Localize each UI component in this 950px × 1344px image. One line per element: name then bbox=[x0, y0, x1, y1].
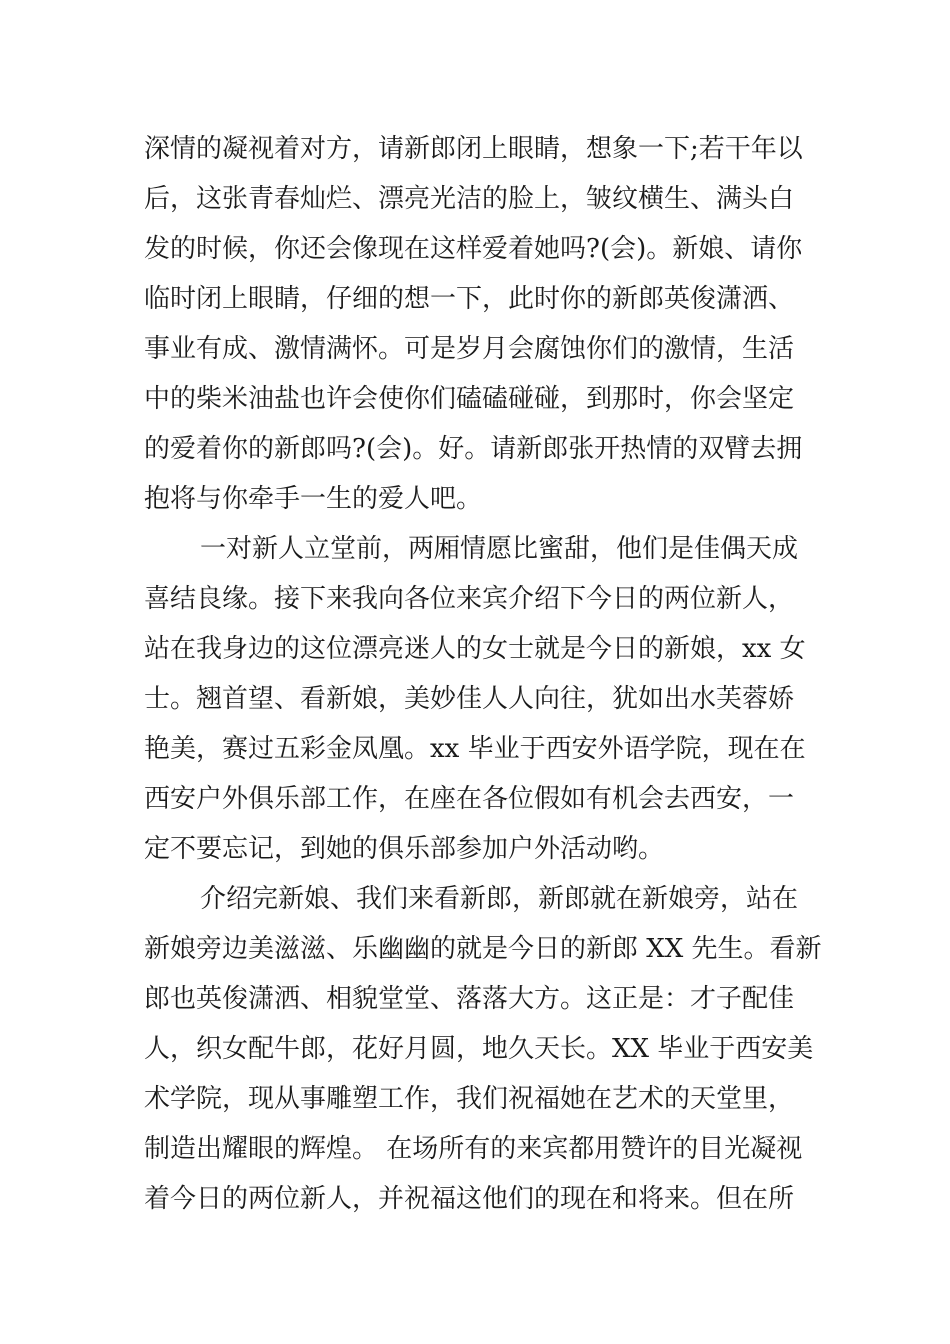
text-line: 艳美，赛过五彩金凤凰。xx 毕业于西安外语学院，现在在 bbox=[144, 734, 806, 764]
text-line: 介绍完新娘、我们来看新郎，新郎就在新娘旁，站在 bbox=[200, 884, 799, 914]
text-line: 站在我身边的这位漂亮迷人的女士就是今日的新娘，xx 女 bbox=[144, 634, 806, 664]
text-line: 事业有成、激情满怀。可是岁月会腐蚀你们的激情，生活 bbox=[144, 334, 795, 364]
text-line: 发的时候，你还会像现在这样爱着她吗?(会)。新娘、请你 bbox=[144, 234, 803, 264]
text-line: 郎也英俊潇洒、相貌堂堂、落落大方。这正是：才子配佳 bbox=[144, 984, 795, 1014]
paragraph-2 bbox=[144, 524, 808, 874]
text-line: 喜结良缘。接下来我向各位来宾介绍下今日的两位新人， bbox=[144, 584, 795, 614]
text-line: 制造出耀眼的辉煌。 在场所有的来宾都用赞许的目光凝视 bbox=[144, 1134, 803, 1164]
text-line: 临时闭上眼睛，仔细的想一下，此时你的新郎英俊潇洒、 bbox=[144, 284, 795, 314]
text-line: 定不要忘记，到她的俱乐部参加户外活动哟。 bbox=[144, 834, 665, 864]
text-line: 深情的凝视着对方，请新郎闭上眼睛，想象一下;若干年以 bbox=[144, 134, 803, 164]
text-line: 士。翘首望、看新娘，美妙佳人人向往，犹如出水芙蓉娇 bbox=[144, 684, 795, 714]
body-text bbox=[144, 124, 822, 1224]
text-line: 新娘旁边美滋滋、乐幽幽的就是今日的新郎 XX 先生。看新 bbox=[144, 934, 822, 964]
text-line: 的爱着你的新郎吗?(会)。好。请新郎张开热情的双臂去拥 bbox=[144, 434, 803, 464]
text-line: 后，这张青春灿烂、漂亮光洁的脸上，皱纹横生、满头白 bbox=[144, 184, 795, 214]
text-line: 一对新人立堂前，两厢情愿比蜜甜，他们是佳偶天成 bbox=[200, 534, 799, 564]
paragraph-1 bbox=[144, 124, 808, 524]
text-line: 人，织女配牛郎，花好月圆，地久天长。XX 毕业于西安美 bbox=[144, 1034, 814, 1064]
text-line: 抱将与你牵手一生的爱人吧。 bbox=[144, 484, 483, 514]
text-line: 中的柴米油盐也许会使你们磕磕碰碰，到那时，你会坚定 bbox=[144, 384, 795, 414]
text-line: 西安户外俱乐部工作，在座在各位假如有机会去西安，一 bbox=[144, 784, 795, 814]
text-line: 术学院，现从事雕塑工作，我们祝福她在艺术的天堂里， bbox=[144, 1084, 795, 1114]
paragraph-3 bbox=[144, 874, 822, 1224]
text-line: 着今日的两位新人，并祝福这他们的现在和将来。但在所 bbox=[144, 1184, 795, 1214]
